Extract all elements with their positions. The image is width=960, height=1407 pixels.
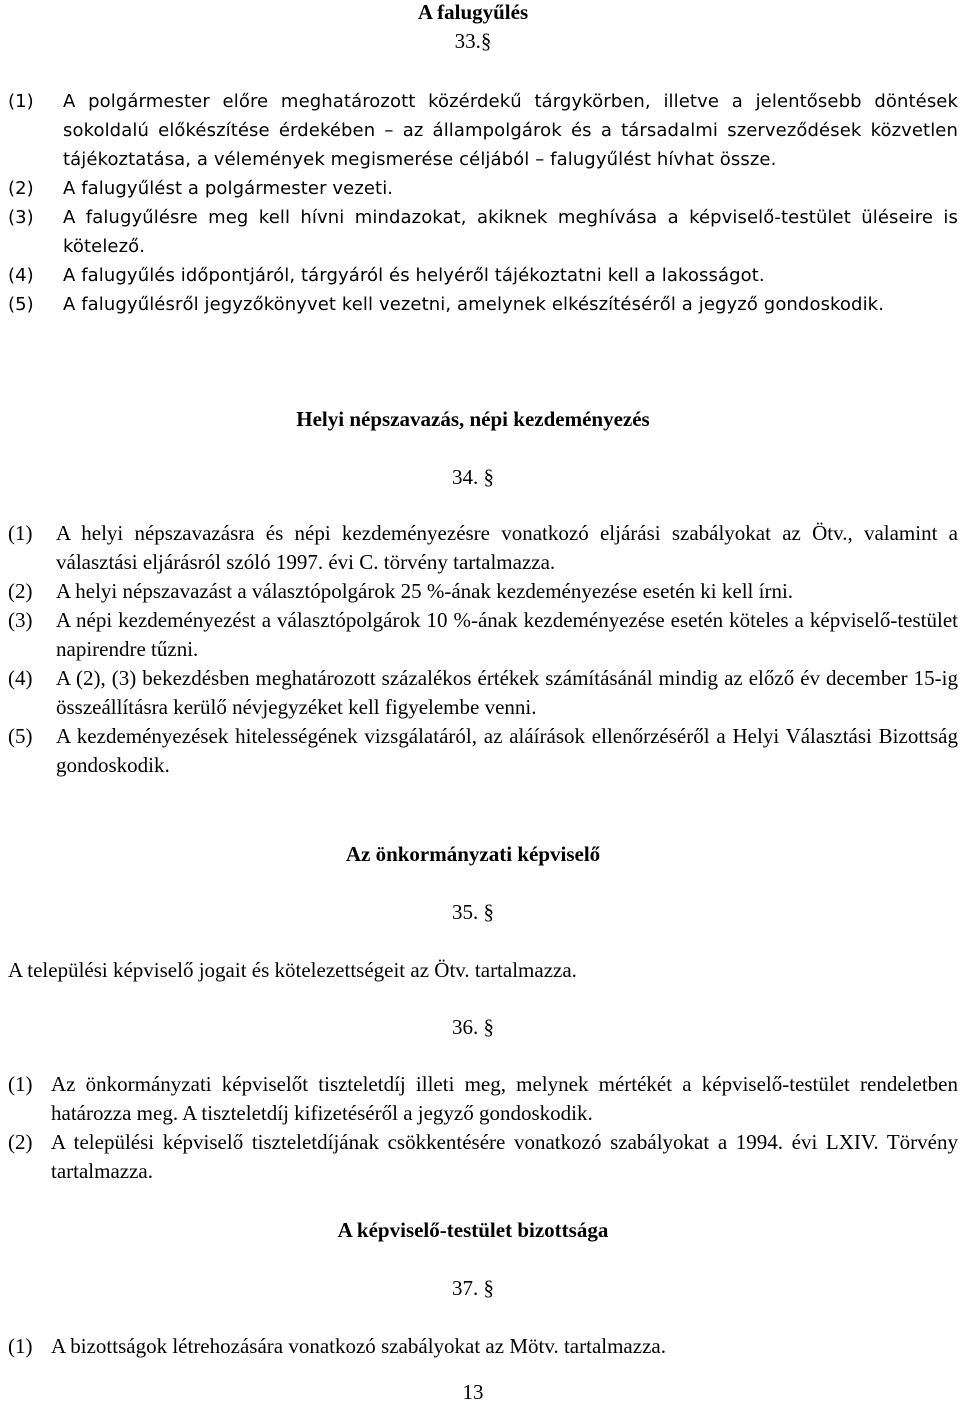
paragraph-37-1 bbox=[8, 1332, 958, 1361]
paragraph-34-3 bbox=[8, 606, 958, 664]
section-number-33: 33.§ bbox=[454, 29, 492, 53]
paragraph-number: (2) bbox=[8, 579, 33, 603]
paragraph-36-2 bbox=[8, 1128, 958, 1186]
paragraph-33-1 bbox=[8, 87, 958, 174]
paragraph-number: (4) bbox=[8, 666, 33, 690]
paragraph-number: (1) bbox=[8, 521, 33, 545]
paragraph-33-5 bbox=[8, 290, 958, 319]
section-number-35: 35. § bbox=[452, 900, 494, 924]
section-33-body bbox=[8, 87, 958, 319]
paragraph-text: A falugyűlést a polgármester vezeti. bbox=[63, 178, 394, 199]
paragraph-text: A falugyűlésről jegyzőkönyvet kell vezetni, amelynek elkészítéséről a jegyző gondoskodik. bbox=[63, 294, 885, 315]
paragraph-34-2 bbox=[8, 577, 958, 606]
paragraph-text: A helyi népszavazást a választópolgárok 25 %-ának kezdeményezése esetén ki kell írni. bbox=[56, 579, 794, 603]
section-title-nepszavazas: Helyi népszavazás, népi kezdeményezés bbox=[296, 407, 650, 431]
section-36-body bbox=[8, 1070, 958, 1186]
paragraph-34-1 bbox=[8, 519, 958, 577]
paragraph-number: (1) bbox=[8, 91, 34, 112]
paragraph-text: A falugyűlés időpontjáról, tárgyáról és helyéről tájékoztatni kell a lakosságot. bbox=[63, 265, 765, 286]
page-number: 13 bbox=[462, 1380, 484, 1404]
paragraph-text: A bizottságok létrehozására vonatkozó szabályokat az Mötv. tartalmazza. bbox=[51, 1334, 666, 1358]
paragraph-text: A falugyűlésre meg kell hívni mindazokat, akiknek meghívása a képviselő-testület üléseire is kötelező. bbox=[63, 207, 958, 257]
paragraph-number: (1) bbox=[8, 1072, 33, 1096]
section-title-falugyules: A falugyűlés bbox=[417, 0, 529, 24]
paragraph-number: (5) bbox=[8, 294, 34, 315]
paragraph-33-4 bbox=[8, 261, 958, 290]
paragraph-number: (3) bbox=[8, 207, 34, 228]
paragraph-number: (2) bbox=[8, 178, 34, 199]
paragraph-number: (4) bbox=[8, 265, 34, 286]
paragraph-number: (1) bbox=[8, 1334, 33, 1358]
section-35-text: A települési képviselő jogait és kötelezettségeit az Ötv. tartalmazza. bbox=[8, 958, 577, 982]
paragraph-number: (5) bbox=[8, 724, 33, 748]
paragraph-34-4 bbox=[8, 664, 958, 722]
paragraph-text: A polgármester előre meghatározott közérdekű tárgykörben, illetve a jelentősebb döntések sokoldalú előkészítése érdekében – az állampolgárok és a társadalmi szerveződések közvetlen tájékoztatása, a vélemények megismerése céljából – falugyűlést hívhat össze. bbox=[63, 91, 958, 170]
section-title-kepviselo: Az önkormányzati képviselő bbox=[345, 842, 601, 866]
paragraph-text: A népi kezdeményezést a választópolgárok 10 %-ának kezdeményezése esetén köteles a képviselő-testület napirendre tűzni. bbox=[56, 608, 958, 661]
section-37-body bbox=[8, 1332, 958, 1361]
section-title-bizottsag: A képviselő-testület bizottsága bbox=[337, 1218, 609, 1242]
paragraph-text: A települési képviselő tiszteletdíjának csökkentésére vonatkozó szabályokat a 1994. évi LXIV. Törvény tartalmazza. bbox=[51, 1130, 958, 1183]
section-number-36: 36. § bbox=[452, 1015, 494, 1039]
paragraph-number: (2) bbox=[8, 1130, 33, 1154]
section-34-body bbox=[8, 519, 958, 780]
paragraph-33-2 bbox=[8, 174, 958, 203]
paragraph-text: A helyi népszavazásra és népi kezdeményezésre vonatkozó eljárási szabályokat az Ötv., valamint a választási eljárásról szóló 1997. évi C. törvény tartalmazza. bbox=[56, 521, 958, 574]
paragraph-34-5 bbox=[8, 722, 958, 780]
section-number-37: 37. § bbox=[452, 1276, 494, 1300]
paragraph-text: A (2), (3) bekezdésben meghatározott százalékos értékek számításánál mindig az előző év december 15-ig összeállításra kerülő névjegyzéket kell figyelembe venni. bbox=[56, 666, 958, 719]
paragraph-text: Az önkormányzati képviselőt tiszteletdíj illeti meg, melynek mértékét a képviselő-testület rendeletben határozza meg. A tiszteletdíj kifizetéséről a jegyző gondoskodik. bbox=[51, 1072, 958, 1125]
paragraph-33-3 bbox=[8, 203, 958, 261]
paragraph-text: A kezdeményezések hitelességének vizsgálatáról, az aláírások ellenőrzéséről a Helyi Választási Bizottság gondoskodik. bbox=[56, 724, 958, 777]
paragraph-36-1 bbox=[8, 1070, 958, 1128]
paragraph-number: (3) bbox=[8, 608, 33, 632]
section-number-34: 34. § bbox=[452, 465, 494, 489]
